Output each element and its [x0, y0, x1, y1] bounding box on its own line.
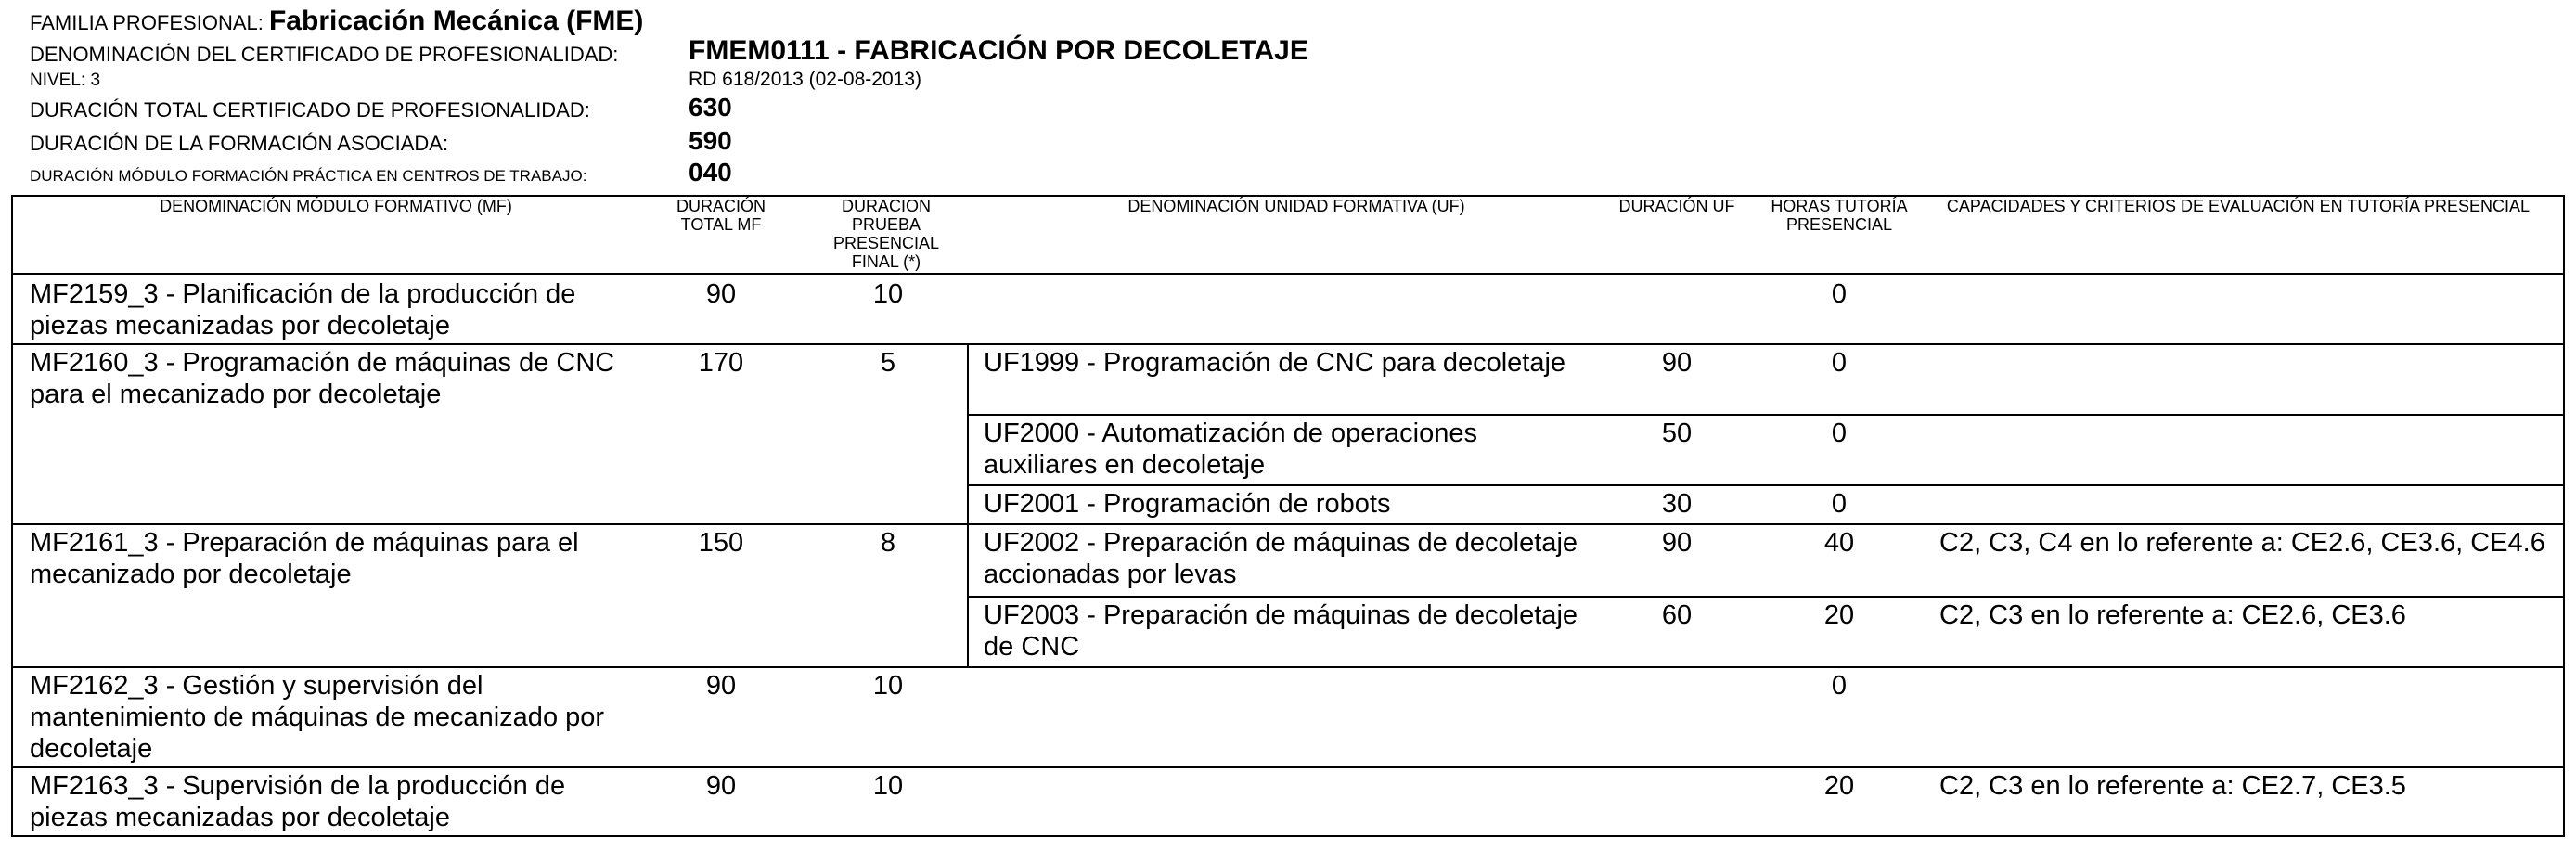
- duracion-total-label: DURACIÓN TOTAL CERTIFICADO DE PROFESIONALIDAD:: [30, 98, 590, 122]
- table-border-left: [11, 195, 13, 837]
- header-dur-uf: DURACIÓN UF: [1618, 197, 1735, 215]
- uf-tutoria: 0: [1831, 489, 1848, 519]
- header-uf: DENOMINACIÓN UNIDAD FORMATIVA (UF): [1127, 197, 1465, 215]
- mf-prueba: 10: [872, 771, 904, 801]
- duracion-formacion-label: DURACIÓN DE LA FORMACIÓN ASOCIADA:: [30, 132, 449, 155]
- row-divider: [11, 523, 2565, 525]
- uf-capacidades: C2, C3, C4 en lo referente a: CE2.6, CE3.6, CE4.6: [1939, 528, 2545, 558]
- uf-duration: 50: [1661, 419, 1693, 448]
- mf-prueba: 10: [872, 671, 904, 701]
- row-divider: [11, 343, 2565, 345]
- uf-capacidades: C2, C3 en lo referente a: CE2.7, CE3.5: [1939, 771, 2406, 801]
- uf-tutoria: 0: [1831, 348, 1848, 378]
- uf-tutoria: 0: [1831, 279, 1848, 309]
- header-prueba: DURACION PRUEBA PRESENCIAL FINAL (*): [832, 197, 940, 271]
- header-tutoria: HORAS TUTORÍA PRESENCIAL: [1771, 197, 1908, 234]
- mf-name: MF2159_3 - Planificación de la producción de piezas mecanizadas por decoletaje: [30, 279, 576, 341]
- duracion-formacion-value: 590: [689, 126, 732, 155]
- mf-name: MF2161_3 - Preparación de máquinas para el mecanizado por decoletaje: [30, 528, 579, 589]
- uf-duration: 30: [1661, 489, 1693, 519]
- uf-tutoria: 40: [1823, 528, 1855, 558]
- familia-row: [30, 6, 643, 37]
- mf-duration: 90: [705, 279, 737, 309]
- mf-duration: 90: [705, 671, 737, 701]
- uf-name: UF2002 - Preparación de máquinas de decoletaje accionadas por levas: [984, 528, 1578, 589]
- uf-capacidades: C2, C3 en lo referente a: CE2.6, CE3.6: [1939, 600, 2406, 630]
- uf-duration: 90: [1661, 348, 1693, 378]
- uf-name: UF1999 - Programación de CNC para decoletaje: [984, 348, 1566, 378]
- uf-name: UF2003 - Preparación de máquinas de decoletaje de CNC: [984, 600, 1578, 662]
- denominacion-label: DENOMINACIÓN DEL CERTIFICADO DE PROFESIONALIDAD:: [30, 43, 619, 66]
- mf-name: MF2163_3 - Supervisión de la producción de piezas mecanizadas por decoletaje: [30, 771, 566, 832]
- uf-name: UF2001 - Programación de robots: [984, 489, 1391, 519]
- duracion-total-value: 630: [689, 93, 732, 122]
- header-dur-mf: DURACIÓN TOTAL MF: [676, 197, 766, 234]
- mf-name: MF2162_3 - Gestión y supervisión del mantenimiento de máquinas de mecanizado por decoletaje: [30, 671, 605, 764]
- uf-tutoria: 0: [1831, 671, 1848, 701]
- mf-duration: 90: [705, 771, 737, 801]
- uf-duration: 90: [1661, 528, 1693, 558]
- mf-prueba: 8: [880, 528, 896, 558]
- familia-label: FAMILIA PROFESIONAL:: [30, 11, 264, 34]
- mf-prueba: 5: [880, 348, 896, 378]
- uf-name: UF2000 - Automatización de operaciones auxiliares en decoletaje: [984, 419, 1477, 480]
- header-mf: DENOMINACIÓN MÓDULO FORMATIVO (MF): [160, 197, 512, 215]
- denominacion-value: FMEM0111 - FABRICACIÓN POR DECOLETAJE: [689, 35, 1308, 66]
- duracion-practica-label: DURACIÓN MÓDULO FORMACIÓN PRÁCTICA EN CENTROS DE TRABAJO:: [30, 167, 587, 185]
- unit-divider: [967, 414, 2565, 416]
- uf-column-divider: [967, 523, 969, 668]
- uf-tutoria: 20: [1823, 600, 1855, 630]
- nivel-label: NIVEL: 3: [30, 71, 101, 90]
- uf-duration: 60: [1661, 600, 1693, 630]
- header-capacidades: CAPACIDADES Y CRITERIOS DE EVALUACIÓN EN TUTORÍA PRESENCIAL: [1946, 197, 2531, 215]
- mf-duration: 170: [698, 348, 744, 378]
- uf-tutoria: 20: [1823, 771, 1855, 801]
- unit-divider: [967, 596, 2565, 598]
- unit-divider: [967, 484, 2565, 486]
- mf-prueba: 10: [872, 279, 904, 309]
- table-border-right: [2563, 195, 2565, 837]
- modules-table: [11, 195, 2565, 837]
- row-divider: [11, 666, 2565, 668]
- table-border-bottom: [11, 835, 2565, 837]
- mf-duration: 150: [698, 528, 744, 558]
- duracion-practica-value: 040: [689, 158, 732, 187]
- uf-column-divider: [967, 343, 969, 525]
- mf-name: MF2160_3 - Programación de máquinas de CNC para el mecanizado por decoletaje: [30, 348, 615, 409]
- rd-text: RD 618/2013 (02-08-2013): [689, 69, 921, 90]
- header-divider: [11, 273, 2565, 275]
- uf-tutoria: 0: [1831, 419, 1848, 448]
- familia-value: Fabricación Mecánica (FME): [268, 6, 644, 36]
- row-divider: [11, 766, 2565, 768]
